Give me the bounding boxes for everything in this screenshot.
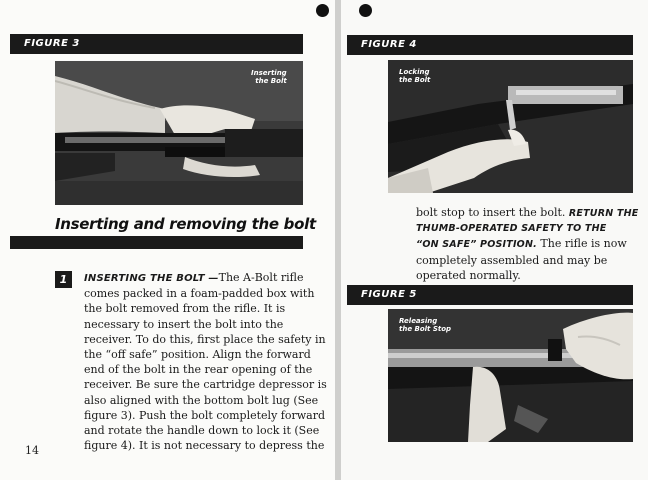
step-line-2: the bolt removed from the rifle. It is [84,302,286,316]
binding-hole-right [359,4,372,17]
figure-4-caption-line2: the Bolt [399,76,431,84]
step-line-7: receiver. Be sure the cartridge depressor is [84,378,327,392]
continued-line1-emph: RETURN THE [568,208,639,219]
binding-hole-left [316,4,329,17]
figure-4-label: FIGURE 4 [361,39,417,50]
step-number-badge: 1 [55,271,72,288]
step-line-5: the “off safe” position. Align the forward [84,348,311,362]
continued-line5: operated normally. [416,268,521,282]
figure-3-header [10,34,303,54]
figure-4-header [347,35,633,55]
figure-4-caption [399,68,430,84]
figure-5-label: FIGURE 5 [361,289,417,300]
continued-line2-emph: THUMB-OPERATED SAFETY TO THE [416,223,607,235]
step-line-0: The A-Bolt rifle [218,271,304,284]
figure-3-caption-line1: Inserting [251,69,287,77]
section-rule [10,236,303,249]
figure-5-caption-line2: the Bolt Stop [399,325,452,333]
step-lead: INSERTING THE BOLT — [84,273,219,284]
step-line-10: and rotate the handle down to lock it (See [84,424,320,438]
step-line-9: figure 3). Push the bolt completely forward [84,408,326,422]
step-line-11: figure 4). It is not necessary to depress the [84,439,325,453]
figure-5-header [347,285,633,305]
right-page [341,0,648,480]
figure-5-photo [388,309,633,442]
step-line-1: comes packed in a foam-padded box with [84,287,315,301]
figure-4-photo [388,60,633,193]
figure-3-caption [251,69,287,85]
figure-3-label: FIGURE 3 [24,38,80,49]
step-line-4: receiver. To do this, first place the safety in [84,332,326,346]
continued-line1-plain: bolt stop to insert the bolt. [416,206,566,219]
figure-3-photo [55,61,303,205]
figure-4-caption-line1: Locking [399,68,430,76]
figure-5-caption [399,317,451,333]
step-line-3: necessary to insert the bolt into the [84,317,284,331]
step-text [84,270,334,453]
continued-line3-emph: “ON SAFE” POSITION. [416,239,537,251]
figure-5-caption-line1: Releasing [399,317,438,325]
step-line-6: end of the bolt in the rear opening of the [84,363,313,377]
continued-text [416,205,646,283]
step-line-8: also aligned with the bottom bolt lug (See [84,393,319,407]
page-number: 14 [25,444,39,457]
continued-line4: completely assembled and may be [416,253,608,267]
section-heading: Inserting and removing the bolt [55,215,316,233]
continued-line3-plain: The rifle is now [540,237,627,251]
figure-3-caption-line2: the Bolt [255,77,287,85]
